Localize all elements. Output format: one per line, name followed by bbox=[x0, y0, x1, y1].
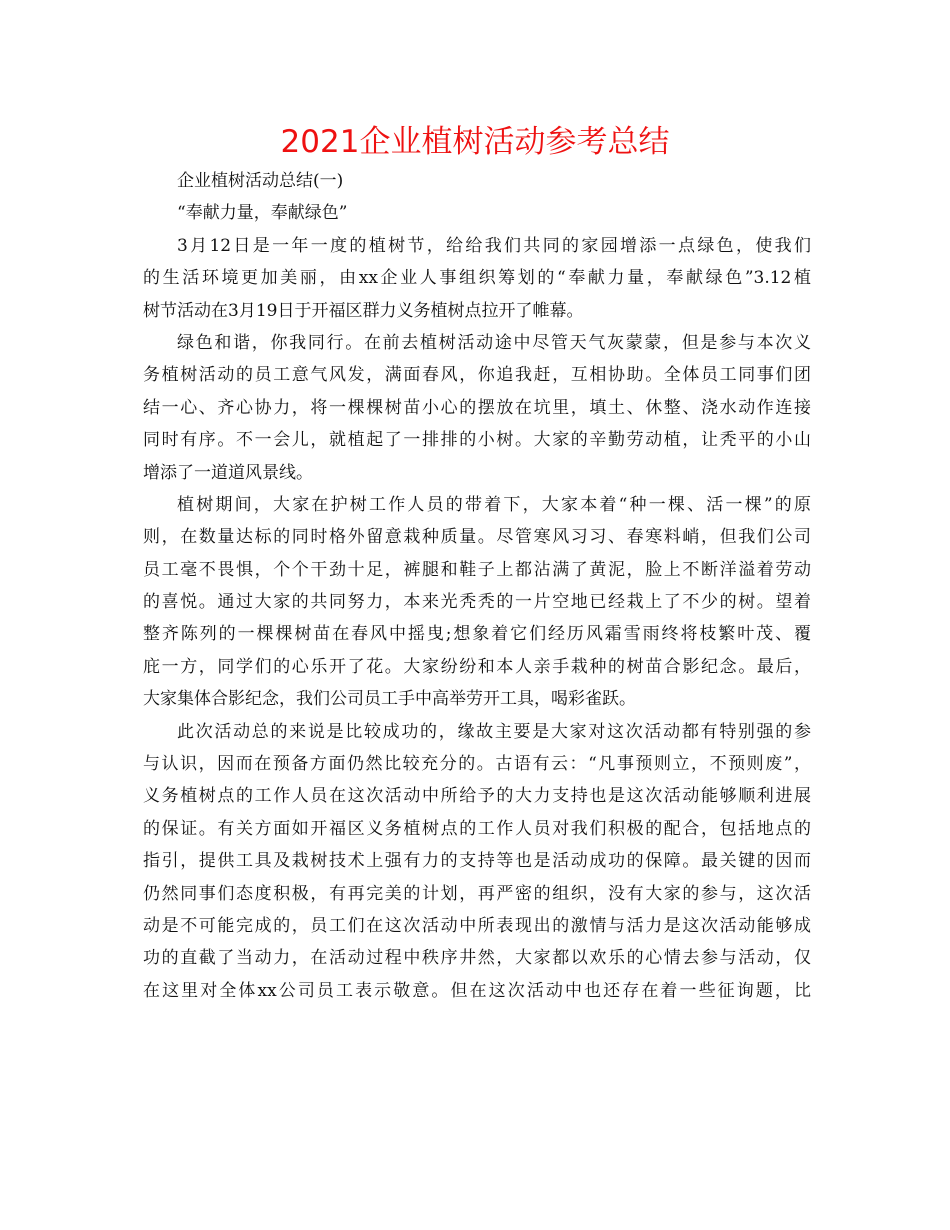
paragraph-line: 则，在数量达标的同时格外留意栽种质量。尽管寒风习习、春寒料峭，但我们公司 bbox=[143, 527, 811, 548]
document-body bbox=[143, 165, 811, 1007]
paragraph-line: 动是不可能完成的，员工们在这次活动中所表现出的激情与活力是这次活动能够成 bbox=[143, 915, 811, 936]
paragraph-line: 结一心、齐心协力，将一棵棵树苗小心的摆放在坑里，填土、休整、浇水动作连接 bbox=[143, 397, 811, 418]
paragraph-line: 庇一方，同学们的心乐开了花。大家纷纷和本人亲手栽种的树苗合影纪念。最后， bbox=[143, 656, 811, 677]
paragraph-line: 树节活动在3月19日于开福区群力义务植树点拉开了帷幕。 bbox=[143, 300, 584, 321]
paragraph-line: 在这里对全体xx公司员工表示敬意。但在这次活动中也还存在着一些征询题，比 bbox=[143, 980, 811, 1001]
paragraph-line: 绿色和谐，你我同行。在前去植树活动途中尽管天气灰蒙蒙，但是参与本次义 bbox=[177, 332, 811, 353]
paragraph-line: 的保证。有关方面如开福区义务植树点的工作人员对我们积极的配合，包括地点的 bbox=[143, 818, 811, 839]
section-heading: 企业植树活动总结(一) bbox=[177, 171, 344, 191]
paragraph-line: 仍然同事们态度积极，有再完美的计划，再严密的组织，没有大家的参与，这次活 bbox=[143, 883, 811, 904]
paragraph-line: 指引，提供工具及栽树技术上强有力的支持等也是活动成功的保障。最关键的因而 bbox=[143, 851, 811, 872]
paragraph-line: 3月12日是一年一度的植树节，给给我们共同的家园增添一点绿色，使我们 bbox=[177, 235, 811, 256]
paragraph-line: 整齐陈列的一棵棵树苗在春风中摇曳;想象着它们经历风霜雪雨终将枝繁叶茂、覆 bbox=[143, 624, 811, 645]
paragraph-line: 与认识，因而在预备方面仍然比较充分的。古语有云：“凡事预则立，不预则废”， bbox=[143, 754, 811, 775]
paragraph-line: 此次活动总的来说是比较成功的，缘故主要是大家对这次活动都有特别强的参 bbox=[177, 721, 811, 742]
paragraph-line: 员工毫不畏惧，个个干劲十足，裤腿和鞋子上都沾满了黄泥，脸上不断洋溢着劳动 bbox=[143, 559, 811, 580]
paragraph-line: 同时有序。不一会儿，就植起了一排排的小树。大家的辛勤劳动植，让秃平的小山 bbox=[143, 430, 811, 451]
paragraph-line: 功的直截了当动力，在活动过程中秩序井然，大家都以欢乐的心情去参与活动，仅 bbox=[143, 948, 811, 969]
document-title: 2021企业植树活动参考总结 bbox=[280, 124, 670, 160]
paragraph-line: 大家集体合影纪念，我们公司员工手中高举劳开工具，喝彩雀跃。 bbox=[143, 689, 636, 710]
paragraph-line: 的喜悦。通过大家的共同努力，本来光秃秃的一片空地已经栽上了不少的树。望着 bbox=[143, 592, 811, 613]
paragraph-line: 植树期间，大家在护树工作人员的带着下，大家本着“种一棵、活一棵”的原 bbox=[177, 494, 811, 515]
paragraph-line: 务植树活动的员工意气风发，满面春风，你追我赶，互相协助。全体员工同事们团 bbox=[143, 365, 811, 386]
slogan-line: “奉献力量，奉献绿色” bbox=[177, 203, 348, 224]
paragraph-line: 增添了一道道风景线。 bbox=[143, 462, 313, 483]
paragraph-line: 义务植树点的工作人员在这次活动中所给予的大力支持也是这次活动能够顺利进展 bbox=[143, 786, 811, 807]
paragraph-line: 的生活环境更加美丽，由xx企业人事组织筹划的“奉献力量，奉献绿色”3.12植 bbox=[143, 268, 811, 289]
